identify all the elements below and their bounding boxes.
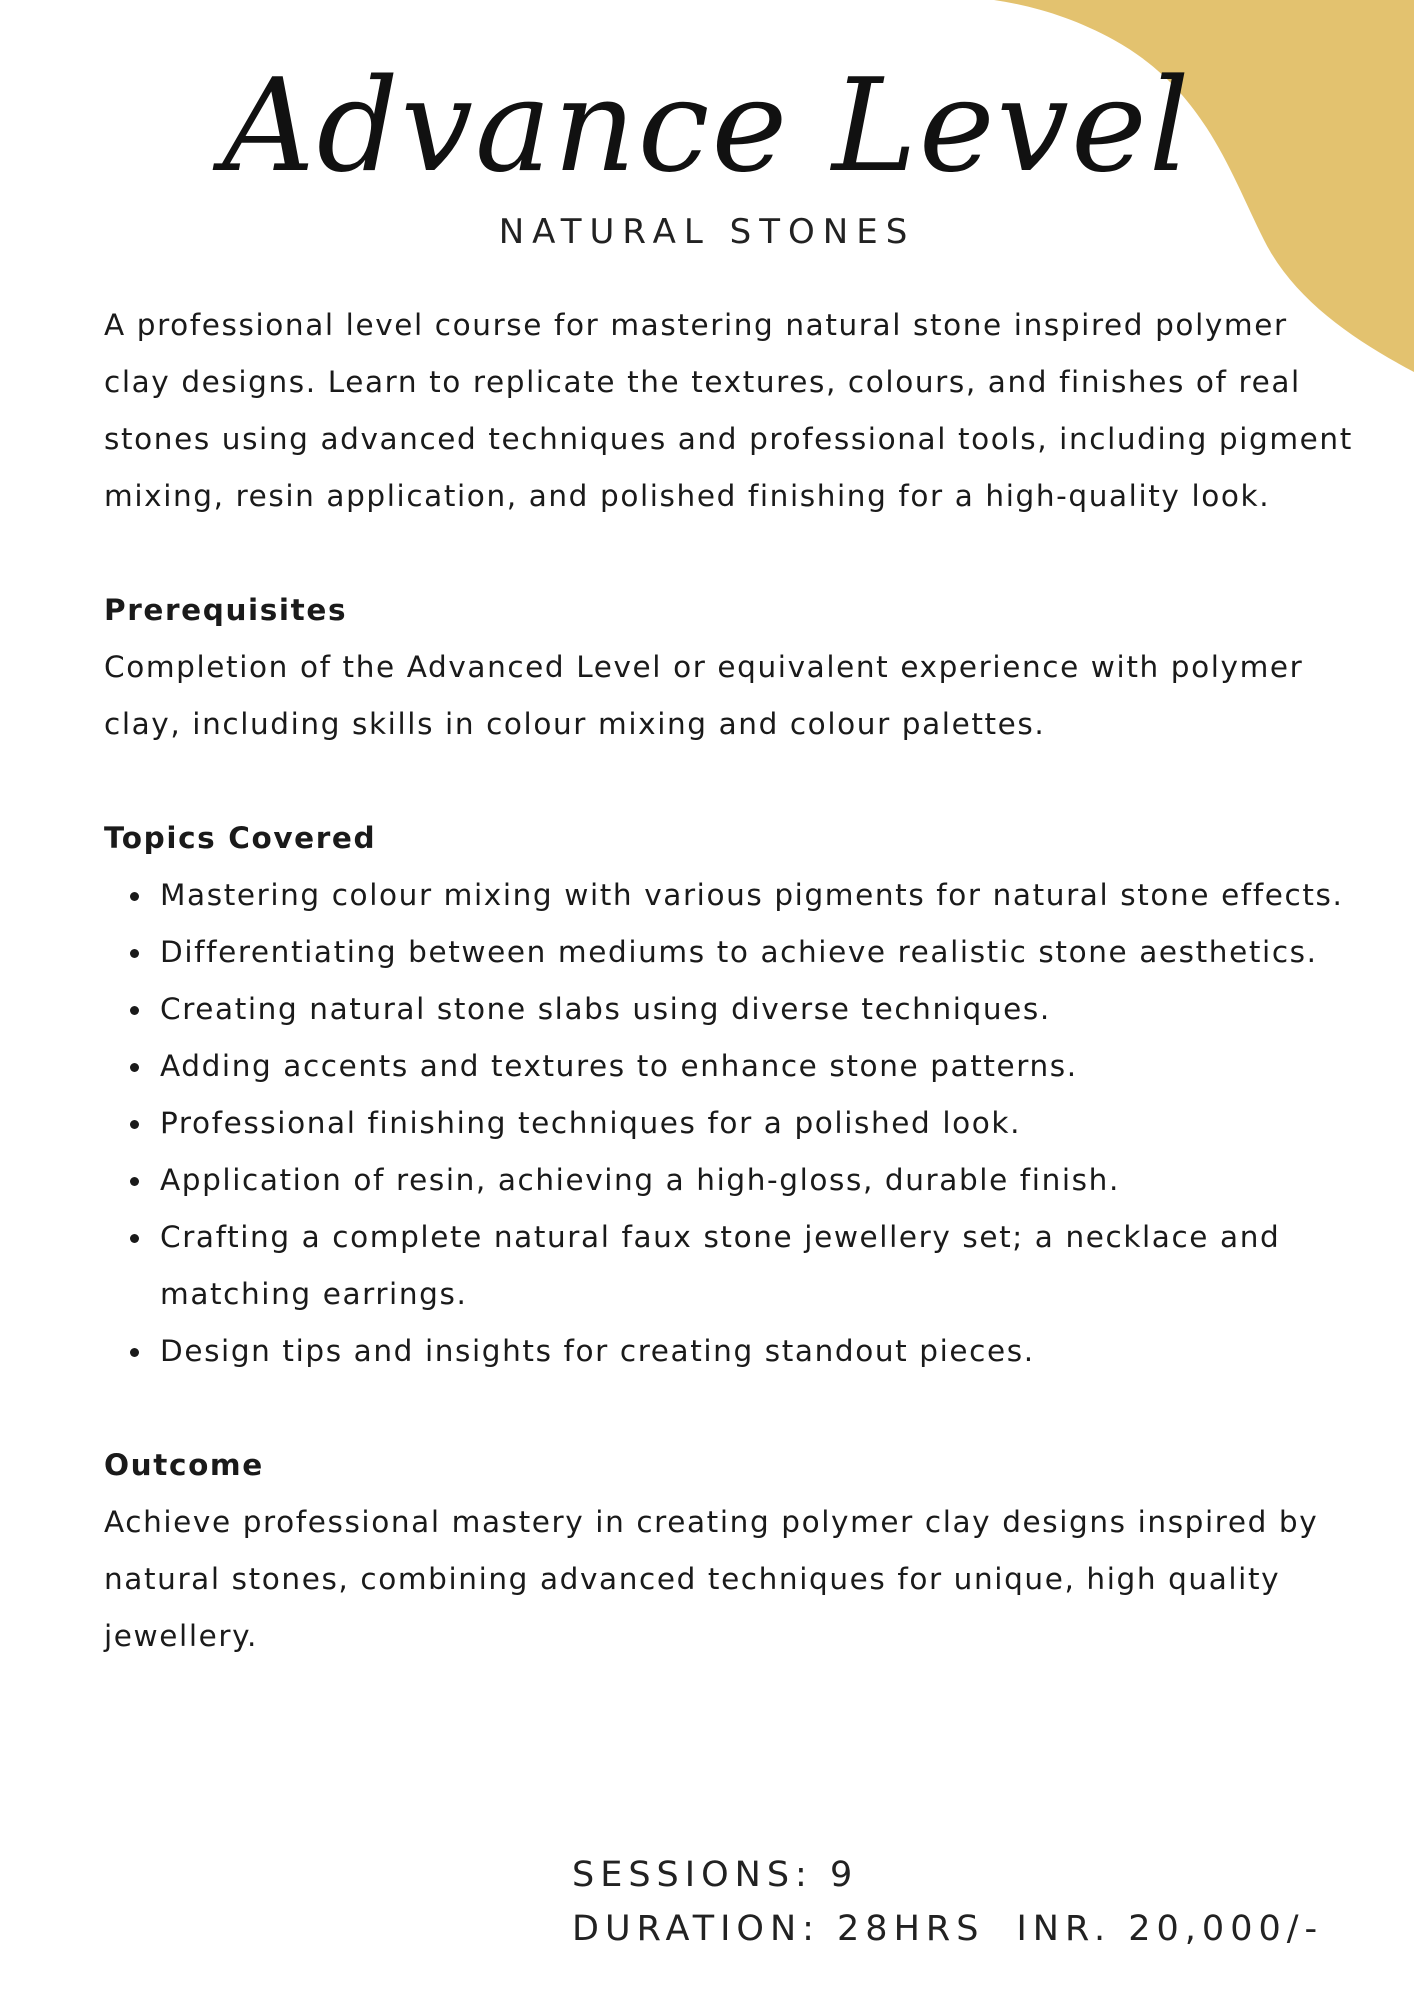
topics-heading: Topics Covered [104,821,377,855]
page-title: Advance Level [222,52,1192,201]
outcome-text: Achieve professional mastery in creating polymer clay designs inspired by natural stones, combining advanced techniques for unique, high quality jewellery. [104,1505,1319,1653]
intro-paragraph: A professional level course for mastering natural stone inspired polymer clay designs. Learn to replicate the textures, colours, and finishes of real stones using advanced techniques and professional tools, including pigment mixing, resin application, and polished finishing for a high-quality look. [104,308,1353,513]
topic-item: Application of resin, achieving a high-gloss, durable finish. [160,1152,1354,1209]
topic-item: Crafting a complete natural faux stone jewellery set; a necklace and matching earrings. [160,1209,1354,1323]
price-text: INR. 20,000/- [1016,1909,1324,1949]
outcome-heading: Outcome [104,1448,264,1482]
course-footer [572,1848,1323,1956]
duration-price-row [572,1902,1323,1956]
course-content [104,297,1354,1665]
duration-text: DURATION: 28HRS [572,1909,985,1949]
topic-item: Adding accents and textures to enhance stone patterns. [160,1038,1354,1095]
topic-item: Differentiating between mediums to achieve realistic stone aesthetics. [160,924,1354,981]
page-subtitle: NATURAL STONES [498,212,916,252]
topic-item: Design tips and insights for creating standout pieces. [160,1323,1354,1380]
sessions-count: SESSIONS: 9 [572,1855,859,1895]
topic-item: Mastering colour mixing with various pigments for natural stone effects. [160,867,1354,924]
topic-item: Professional finishing techniques for a polished look. [160,1095,1354,1152]
prerequisites-heading: Prerequisites [104,593,348,627]
prerequisites-text: Completion of the Advanced Level or equivalent experience with polymer clay, including skills in colour mixing and colour palettes. [104,650,1304,741]
topic-item: Creating natural stone slabs using diverse techniques. [160,981,1354,1038]
topics-list [104,867,1354,1380]
